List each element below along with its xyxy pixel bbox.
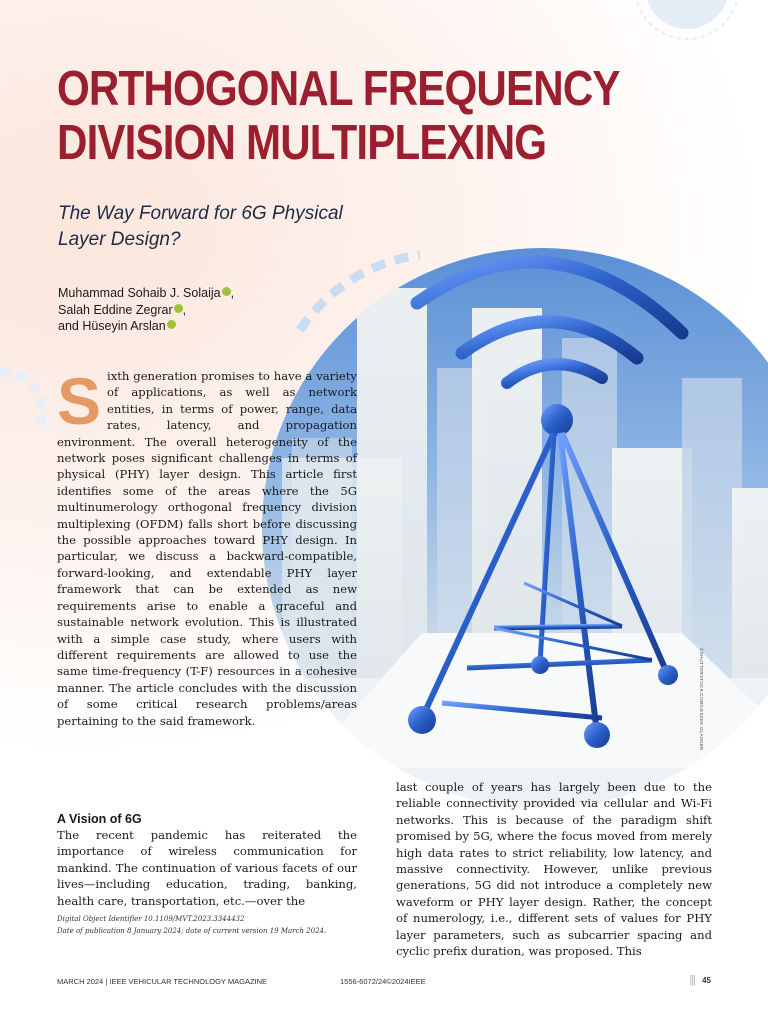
section-column-2: [396, 779, 712, 959]
abstract-column: [57, 364, 357, 729]
article-subtitle: [58, 201, 388, 253]
gear-icon: [632, 0, 742, 42]
drop-cap: S: [57, 364, 102, 438]
orcid-icon[interactable]: [167, 320, 176, 329]
doi-line[interactable]: Digital Object Identifier 10.1109/MVT.2023.3344432: [57, 915, 245, 923]
author-separator: ,: [230, 286, 235, 300]
page-number: 45: [702, 976, 711, 985]
title-line-1: ORTHOGONAL FREQUENCY: [57, 62, 620, 116]
publication-footnote: [57, 913, 377, 937]
abstract-text: ixth generation promises to have a variety of applications, as well as network entities, in terms of power, range, data rates, latency, and propagation environment. The overall heterogeneity of the network poses significant challenges in terms of physical (PHY) layer design. This article first identifies some of the areas where the 5G multinumerology orthogonal frequency division multiplexing (OFDM) falls short before discussing the possible approaches toward PHY design. In particular, we discuss a backward-compatible, forward-looking, and extendable PHY layer framework that can be extended as new requirements arise to enable a graceful and sustainable network evolution. This is illustrated with a simple case study, where users with different requirements are allowed to use the same time-frequency (T-F) resources in a cohesive manner. The article concludes with the discussion of some critical research problems/areas pertaining to the said framework.: [57, 369, 357, 728]
author-separator: ,: [182, 302, 187, 317]
author-list: [58, 285, 318, 335]
article-title: [57, 62, 625, 170]
orcid-icon[interactable]: [222, 287, 231, 296]
date-line: Date of publication 8 January 2024; date of current version 19 March 2024.: [57, 927, 327, 935]
footer-issn: 1556-6072/24©2024IEEE: [340, 977, 426, 986]
author-2: [58, 302, 318, 319]
title-line-2: DIVISION MULTIPLEXING: [57, 116, 547, 170]
section-column-1: [57, 827, 357, 909]
subtitle-line-1: The Way Forward for 6G Physical: [58, 203, 343, 224]
page-footer: [57, 974, 711, 991]
author-3: [58, 318, 318, 335]
author-1: [58, 285, 318, 302]
footer-journal: MARCH 2024 | IEEE VEHICULAR TECHNOLOGY MAGAZINE: [57, 977, 268, 986]
author-name: Muhammad Sohaib J. Solaija: [58, 286, 221, 300]
subtitle-line-2: Layer Design?: [58, 229, 181, 250]
section-text-col2: last couple of years has largely been due to the reliable connectivity provided via cellular and Wi-Fi networks. This is because of the paradigm shift promised by 5G, where the focus moved from merely high data rates to strict reliability, low latency, and massive connectivity. However, unlike previous generations, 5G did not introduce a completely new waveform or PHY layer design. Rather, the concept of numerology, i.e., different sets of values for PHY layer parameters, such as subcarrier spacing and cyclic prefix duration, was proposed. This: [396, 780, 712, 959]
author-name: and Hüseyin Arslan: [58, 319, 166, 333]
orcid-icon[interactable]: [174, 304, 183, 313]
footer-bars-icon: |||: [689, 974, 695, 986]
author-name: Salah Eddine Zegrar: [58, 302, 173, 317]
section-heading: A Vision of 6G: [57, 812, 142, 826]
section-text-col1: The recent pandemic has reiterated the importance of wireless communication for mankind. The continuation of various facets of our lives—including education, trading, banking, health care, transportation, etc.—over the: [57, 828, 357, 908]
image-credit: ©SHUTTERSTOCK.COM/LESZEK GLASNER: [699, 648, 704, 751]
